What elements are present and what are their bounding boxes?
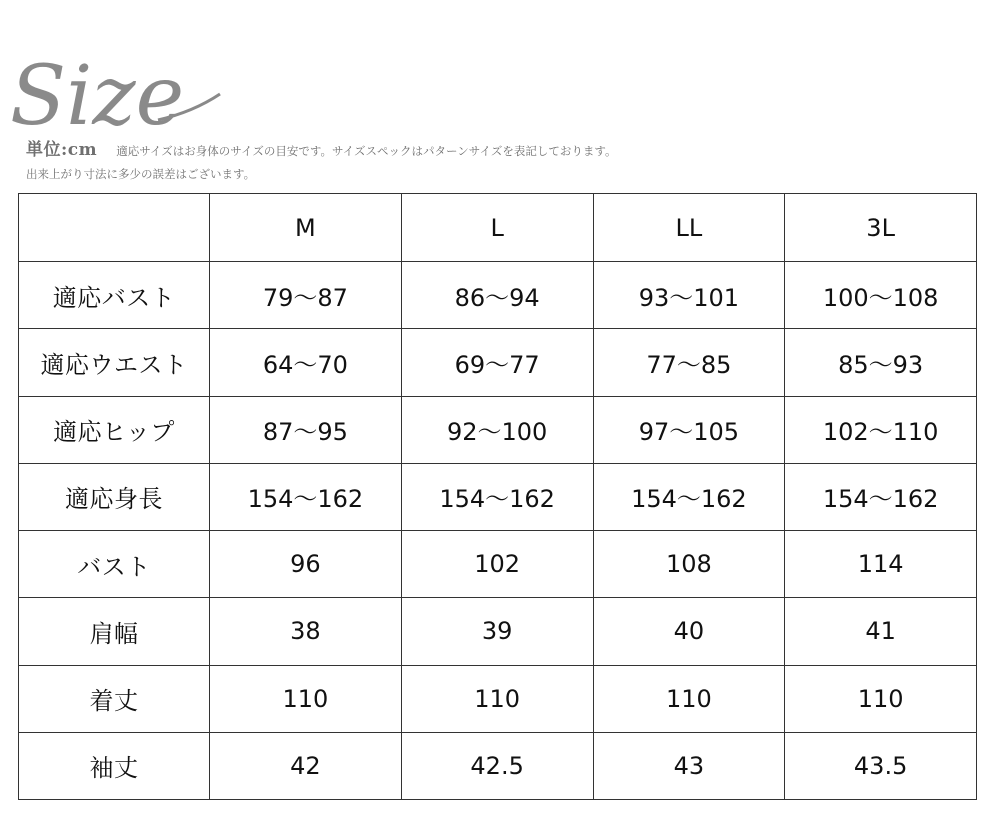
table-cell: 77〜85 [593, 329, 785, 396]
size-logo-text: Size [10, 49, 185, 142]
table-cell: 97〜105 [593, 396, 785, 463]
table-cell: 96 [210, 531, 402, 598]
table-cell: 64〜70 [210, 329, 402, 396]
table-cell: 102〜110 [785, 396, 977, 463]
table-cell: 154〜162 [593, 463, 785, 530]
table-cell: 42.5 [401, 732, 593, 799]
row-label: 適応ウエスト [19, 329, 210, 396]
row-label: バスト [19, 531, 210, 598]
size-logo [8, 42, 228, 142]
table-row [19, 732, 977, 799]
table-cell: 42 [210, 732, 402, 799]
table-cell: 100〜108 [785, 262, 977, 329]
table-cell: 102 [401, 531, 593, 598]
table-cell: 154〜162 [785, 463, 977, 530]
table-cell: 85〜93 [785, 329, 977, 396]
row-label: 肩幅 [19, 598, 210, 665]
table-row [19, 463, 977, 530]
table-cell: 43 [593, 732, 785, 799]
table-cell: 110 [401, 665, 593, 732]
table-cell: 86〜94 [401, 262, 593, 329]
row-label: 適応身長 [19, 463, 210, 530]
table-cell: 154〜162 [210, 463, 402, 530]
size-chart-table [18, 193, 977, 800]
table-cell: 110 [593, 665, 785, 732]
table-row [19, 598, 977, 665]
column-header-m: M [210, 194, 402, 262]
table-cell: 79〜87 [210, 262, 402, 329]
size-note-1: 適応サイズはお身体のサイズの目安です。サイズスペックはパターンサイズを表記しております。 [116, 144, 617, 158]
table-cell: 40 [593, 598, 785, 665]
table-cell: 154〜162 [401, 463, 593, 530]
table-cell: 93〜101 [593, 262, 785, 329]
table-cell: 38 [210, 598, 402, 665]
table-row [19, 262, 977, 329]
table-cell: 108 [593, 531, 785, 598]
size-logo-graphic [8, 42, 228, 142]
column-header-3l: 3L [785, 194, 977, 262]
unit-line [26, 135, 616, 160]
table-row [19, 531, 977, 598]
row-label: 適応バスト [19, 262, 210, 329]
table-row [19, 329, 977, 396]
header-blank-cell [19, 194, 210, 262]
table-cell: 114 [785, 531, 977, 598]
column-header-l: L [401, 194, 593, 262]
table-cell: 43.5 [785, 732, 977, 799]
table-cell: 69〜77 [401, 329, 593, 396]
table-cell: 41 [785, 598, 977, 665]
table-row [19, 665, 977, 732]
row-label: 着丈 [19, 665, 210, 732]
table-row [19, 396, 977, 463]
table-cell: 87〜95 [210, 396, 402, 463]
column-header-ll: LL [593, 194, 785, 262]
table-cell: 39 [401, 598, 593, 665]
table-cell: 92〜100 [401, 396, 593, 463]
table-cell: 110 [785, 665, 977, 732]
unit-label: 単位:cm [26, 140, 98, 160]
size-note-2: 出来上がり寸法に多少の誤差はございます。 [26, 167, 256, 181]
row-label: 袖丈 [19, 732, 210, 799]
table-cell: 110 [210, 665, 402, 732]
row-label: 適応ヒップ [19, 396, 210, 463]
table-header-row [19, 194, 977, 262]
